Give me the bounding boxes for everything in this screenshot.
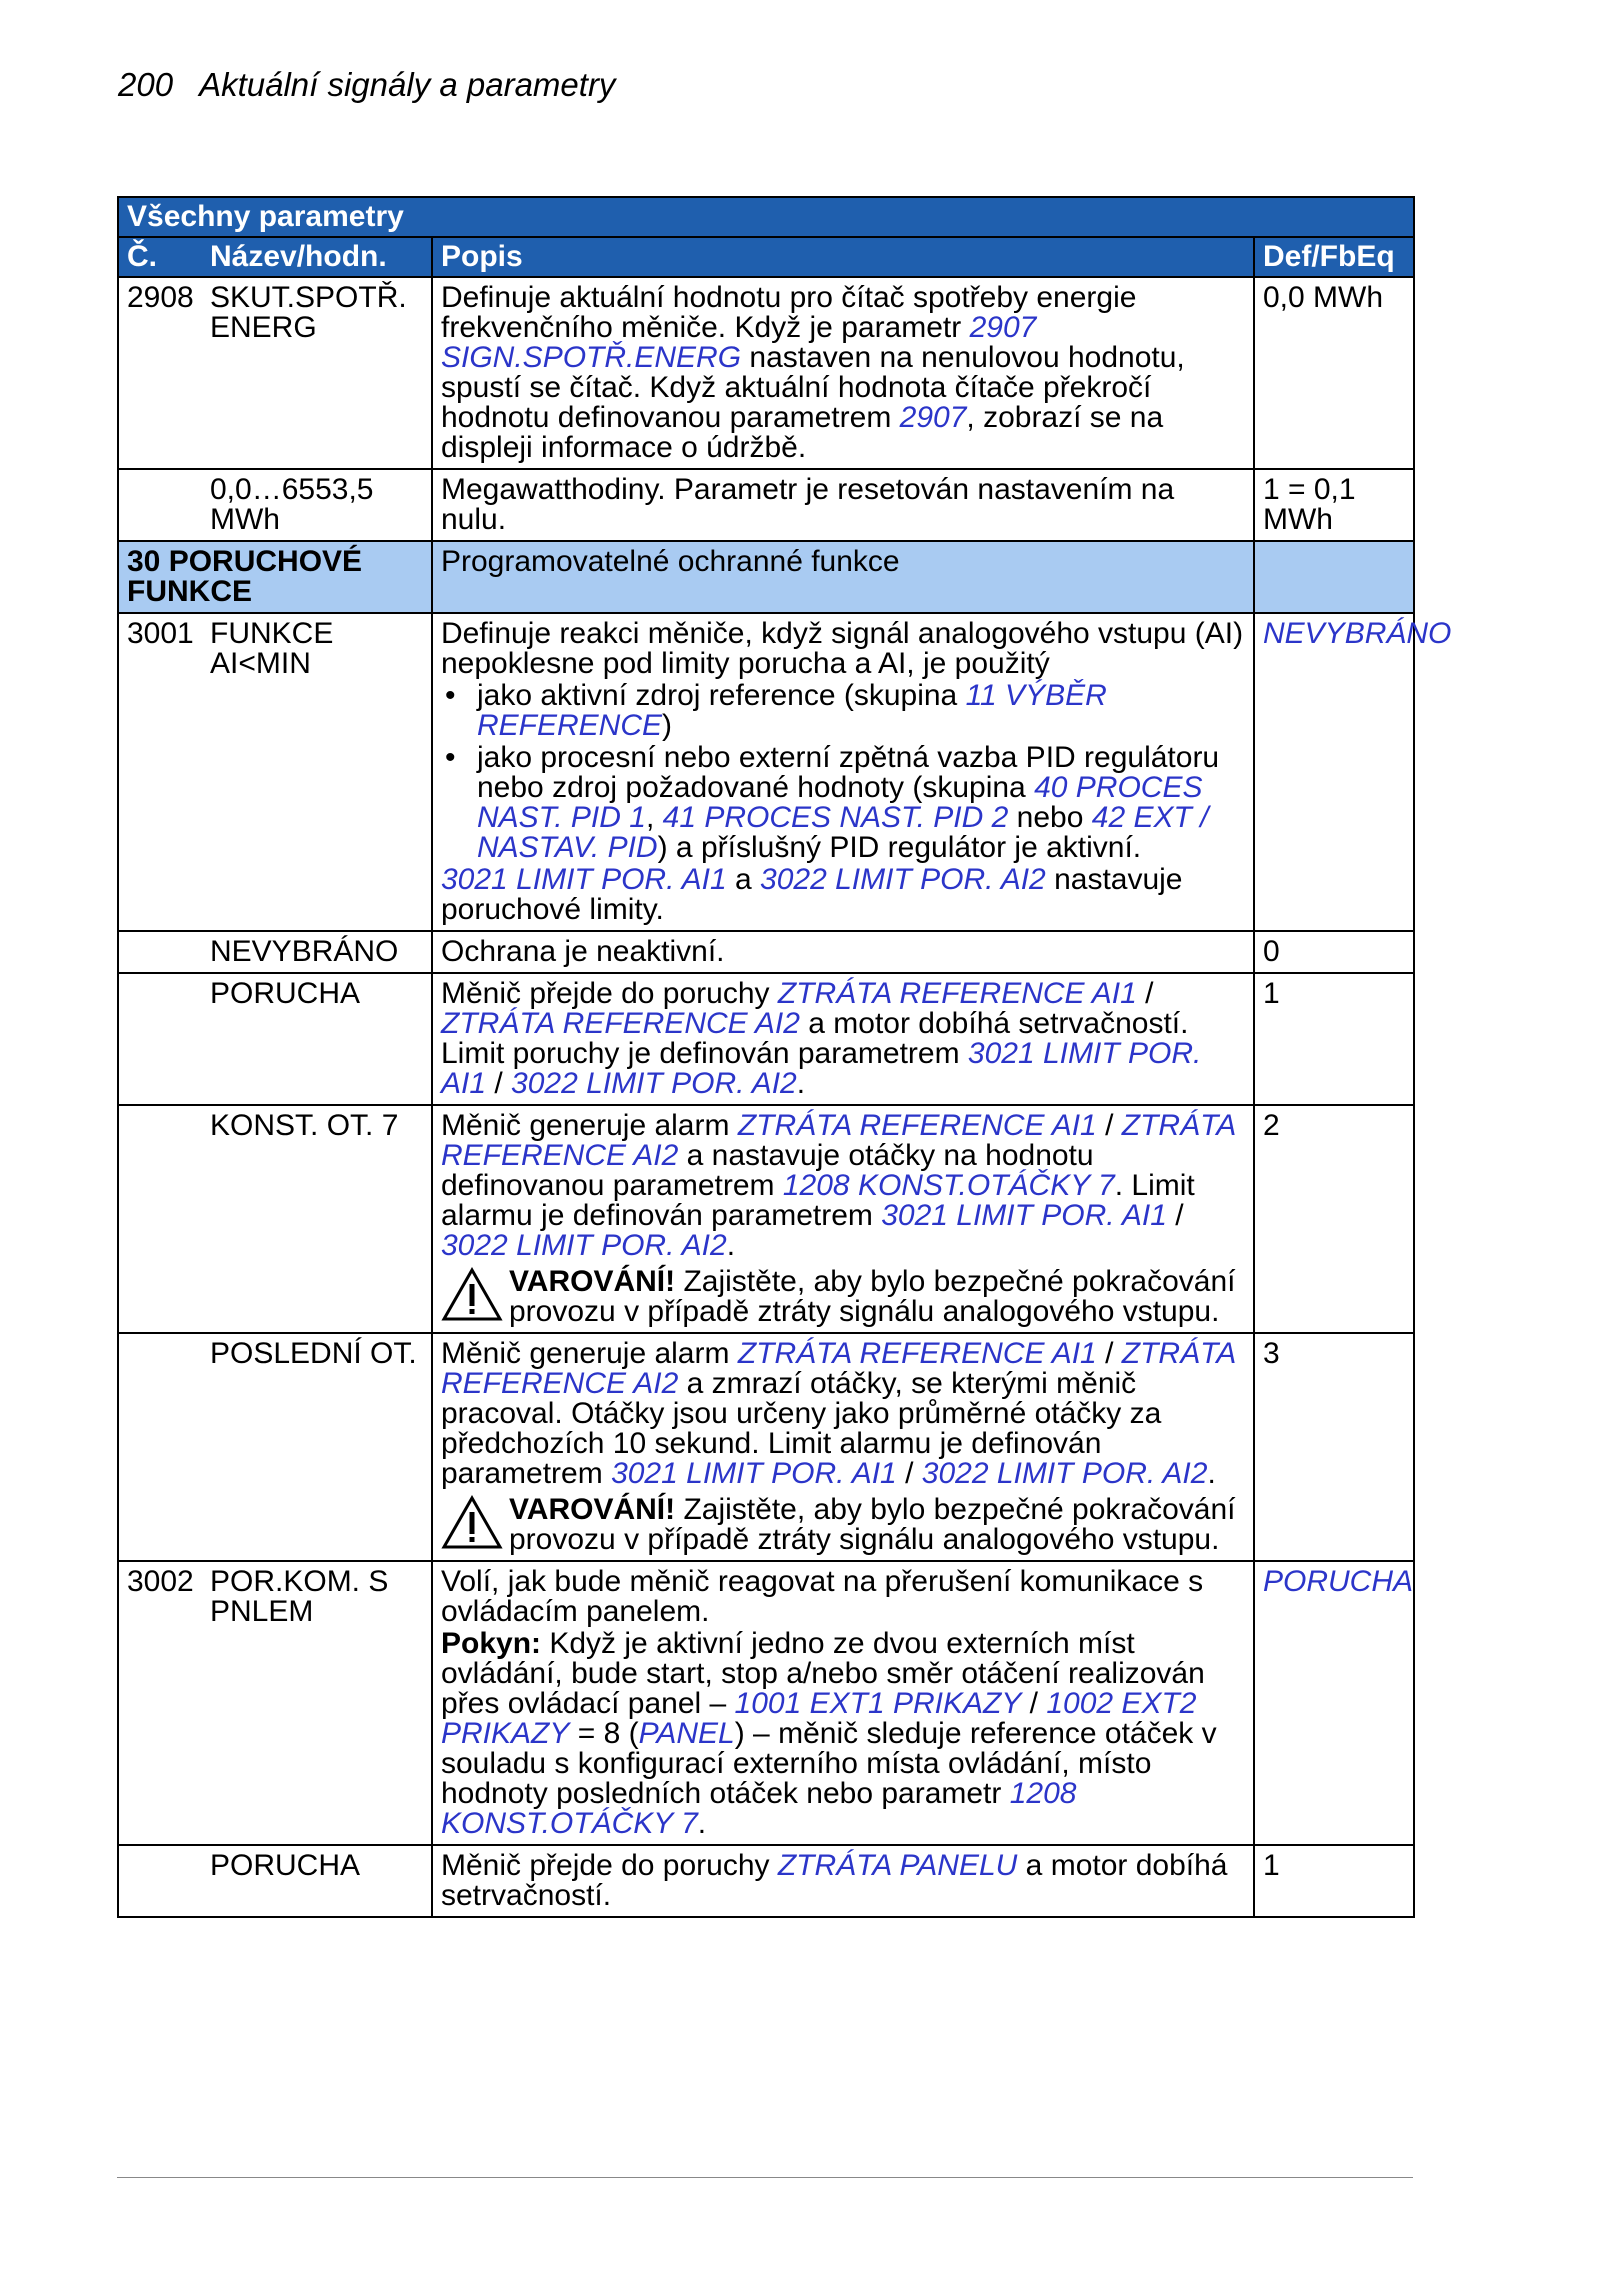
note-label: Pokyn: bbox=[441, 1627, 542, 1660]
table-title: Všechny parametry bbox=[118, 197, 1414, 237]
value-description: Megawatthodiny. Parametr je resetován nastavením na nulu. bbox=[432, 469, 1254, 541]
value-description: Ochrana je neaktivní. bbox=[432, 931, 1254, 973]
text: Měnič generuje alarm bbox=[441, 1109, 738, 1142]
table-row bbox=[118, 1105, 1414, 1333]
param-link[interactable]: 3021 LIMIT POR. AI1 bbox=[881, 1199, 1167, 1232]
bullet-item: • jako aktivní zdroj reference (skupina 11 VÝBĚR REFERENCE) bbox=[445, 679, 1107, 742]
value-name: 0,0…6553,5 MWh bbox=[202, 469, 432, 541]
text: , zobrazí se na displeji informace o údržbě. bbox=[441, 401, 1164, 464]
text: = 8 ( bbox=[569, 1717, 639, 1750]
text: Definuje aktuální hodnotu pro čítač spotřeby energie frekvenčního měniče. Když je parametr bbox=[441, 281, 1137, 344]
value-description bbox=[432, 1845, 1254, 1917]
value-fbeq: 1 = 0,1 MWh bbox=[1254, 469, 1414, 541]
table-row bbox=[118, 1845, 1414, 1917]
table-row bbox=[118, 613, 1414, 931]
text: / bbox=[486, 1067, 512, 1100]
text: / bbox=[1096, 1109, 1122, 1142]
table-row bbox=[118, 469, 1414, 541]
group-link[interactable]: 11 VÝBĚR REFERENCE bbox=[477, 679, 1107, 742]
warning-label: VAROVÁNÍ! bbox=[509, 1493, 676, 1526]
param-name: SKUT.SPOTŘ. ENERG bbox=[202, 277, 432, 469]
warning-triangle-icon bbox=[441, 1267, 509, 1323]
text: / bbox=[1166, 1199, 1184, 1232]
table-row bbox=[118, 973, 1414, 1105]
col-header-def: Def/FbEq bbox=[1254, 237, 1414, 277]
text: nebo bbox=[1008, 801, 1092, 834]
text: nastavuje poruchové limity. bbox=[441, 863, 1183, 926]
param-link[interactable]: 3021 LIMIT POR. AI1 bbox=[441, 1037, 1202, 1100]
text: , bbox=[645, 801, 663, 834]
param-number bbox=[118, 1105, 202, 1333]
warning-triangle-icon bbox=[441, 1495, 509, 1551]
page-header bbox=[118, 66, 615, 104]
value-fbeq: 1 bbox=[1254, 973, 1414, 1105]
text: . bbox=[726, 1229, 736, 1262]
group-name: 30 PORUCHOVÉ FUNKCE bbox=[118, 541, 432, 613]
value-description bbox=[432, 1333, 1254, 1561]
value-fbeq: 1 bbox=[1254, 1845, 1414, 1917]
table-row bbox=[118, 1333, 1414, 1561]
paragraph bbox=[441, 865, 1245, 925]
value-link[interactable]: PANEL bbox=[638, 1717, 735, 1750]
text: a motor dobíhá setrvačností. bbox=[441, 1849, 1228, 1912]
param-description bbox=[432, 613, 1254, 931]
alarm-link[interactable]: ZTRÁTA REFERENCE AI1 bbox=[777, 977, 1137, 1010]
param-link[interactable]: 2907 bbox=[899, 401, 967, 434]
value-fbeq: 3 bbox=[1254, 1333, 1414, 1561]
param-name: POR.KOM. S PNLEM bbox=[202, 1561, 432, 1845]
text: ) – měnič sleduje reference otáček v souladu s konfigurací externího místa ovládání, místo hodnoty posledních otáček nebo parametr bbox=[441, 1717, 1217, 1810]
text: Když je aktivní jedno ze dvou externích míst ovládání, bude start, stop a/nebo směr otáčení realizován přes ovládací panel – bbox=[441, 1627, 1205, 1720]
footer-divider bbox=[117, 2177, 1413, 2178]
text: Definuje reakci měniče, když signál analogového vstupu (AI) nepoklesne pod limity porucha a AI, je použitý bbox=[441, 617, 1244, 680]
value-description bbox=[432, 973, 1254, 1105]
group-link[interactable]: 41 PROCES NAST. PID 2 bbox=[662, 801, 1009, 834]
warning-note bbox=[441, 1495, 1245, 1555]
alarm-link[interactable]: ZTRÁTA REFERENCE AI2 bbox=[441, 1007, 800, 1040]
text: a motor dobíhá setrvačností. Limit poruchy je definován parametrem bbox=[441, 1007, 1189, 1070]
param-description bbox=[432, 277, 1254, 469]
warning-text: Zajistěte, aby bylo bezpečné pokračování provozu v případě ztráty signálu analogového vstupu. bbox=[509, 1493, 1236, 1556]
parameter-table bbox=[117, 196, 1452, 1918]
param-link[interactable]: 1208 KONST.OTÁČKY 7 bbox=[441, 1777, 1077, 1840]
value-name: NEVYBRÁNO bbox=[202, 931, 432, 973]
col-header-name: Název/hodn. bbox=[202, 237, 432, 277]
text: a nastavuje otáčky na hodnotu definovanou parametrem bbox=[441, 1139, 1094, 1202]
param-default bbox=[1254, 1561, 1414, 1845]
text: ) bbox=[662, 709, 673, 742]
param-number bbox=[118, 1845, 202, 1917]
text: . bbox=[697, 1807, 707, 1840]
value-name: PORUCHA bbox=[202, 1845, 432, 1917]
value-fbeq: 0 bbox=[1254, 931, 1414, 973]
warning-label: VAROVÁNÍ! bbox=[509, 1265, 676, 1298]
col-header-no: Č. bbox=[118, 237, 202, 277]
param-default bbox=[1254, 613, 1452, 931]
col-header-desc: Popis bbox=[432, 237, 1254, 277]
group-link[interactable]: 42 EXT / NASTAV. PID bbox=[477, 801, 1209, 864]
warning-note bbox=[441, 1267, 1245, 1327]
group-link[interactable]: 40 PROCES NAST. PID 1 bbox=[477, 771, 1203, 834]
table-row bbox=[118, 1561, 1414, 1845]
value-name: POSLEDNÍ OT. bbox=[202, 1333, 432, 1561]
text: / bbox=[1021, 1687, 1047, 1720]
text: a bbox=[726, 863, 761, 896]
text: Volí, jak bude měnič reagovat na přerušení komunikace s ovládacím panelem. bbox=[441, 1565, 1204, 1628]
text: . Limit alarmu je definován parametrem bbox=[441, 1169, 1195, 1232]
text: Měnič přejde do poruchy bbox=[441, 1849, 778, 1882]
alarm-link[interactable]: ZTRÁTA REFERENCE AI1 bbox=[737, 1109, 1097, 1142]
param-number: 3002 bbox=[118, 1561, 202, 1845]
param-number bbox=[118, 1333, 202, 1561]
text: jako aktivní zdroj reference (skupina bbox=[477, 679, 966, 712]
param-number: 2908 bbox=[118, 277, 202, 469]
text: nastaven na nenulovou hodnotu, spustí se čítač. Když aktuální hodnota čítače překročí hodnotu definovanou parametrem bbox=[441, 341, 1185, 434]
value-name: KONST. OT. 7 bbox=[202, 1105, 432, 1333]
text: a zmrazí otáčky, se kterými měnič pracoval. Otáčky jsou určeny jako průměrné otáčky za předchozích 10 sekund. Limit alarmu je definován parametrem bbox=[441, 1367, 1162, 1490]
value-fbeq: 2 bbox=[1254, 1105, 1414, 1333]
page-title: Aktuální signály a parametry bbox=[199, 66, 616, 103]
param-link[interactable]: 1001 EXT1 PRIKAZY bbox=[734, 1687, 1022, 1720]
param-default: 0,0 MWh bbox=[1254, 277, 1414, 469]
param-link[interactable]: 3021 LIMIT POR. AI1 bbox=[611, 1457, 897, 1490]
param-link[interactable]: 2907 SIGN.SPOTŘ.ENERG bbox=[441, 311, 1037, 374]
group-row bbox=[118, 541, 1414, 613]
group-default bbox=[1254, 541, 1414, 613]
param-link[interactable]: 3022 LIMIT POR. AI2 bbox=[760, 863, 1046, 896]
text: / bbox=[1096, 1337, 1122, 1370]
text: ) a příslušný PID regulátor je aktivní. bbox=[657, 831, 1142, 864]
text: . bbox=[1207, 1457, 1216, 1490]
text: / bbox=[1136, 977, 1154, 1010]
warning-text: Zajistěte, aby bylo bezpečné pokračování provozu v případě ztráty signálu analogového vstupu. bbox=[509, 1265, 1236, 1328]
alarm-link[interactable]: ZTRÁTA PANELU bbox=[777, 1849, 1018, 1882]
text: Měnič generuje alarm bbox=[441, 1337, 738, 1370]
default-link[interactable]: PORUCHA bbox=[1263, 1565, 1414, 1598]
param-number bbox=[118, 469, 202, 541]
param-description bbox=[432, 1561, 1254, 1845]
param-name: FUNKCE AI<MIN bbox=[202, 613, 432, 931]
param-link[interactable]: 1208 KONST.OTÁČKY 7 bbox=[782, 1169, 1115, 1202]
value-description bbox=[432, 1105, 1254, 1333]
value-name: PORUCHA bbox=[202, 973, 432, 1105]
text: Měnič přejde do poruchy bbox=[441, 977, 778, 1010]
default-link[interactable]: NEVYBRÁNO bbox=[1263, 617, 1452, 650]
param-number: 3001 bbox=[118, 613, 202, 931]
param-link[interactable]: 1002 EXT2 PRIKAZY bbox=[441, 1687, 1197, 1750]
alarm-link[interactable]: ZTRÁTA REFERENCE AI2 bbox=[441, 1109, 1236, 1172]
param-link[interactable]: 3022 LIMIT POR. AI2 bbox=[441, 1229, 727, 1262]
table-title-row bbox=[118, 197, 1414, 237]
page-number: 200 bbox=[118, 66, 174, 103]
text: jako procesní nebo externí zpětná vazba PID regulátoru nebo zdroj požadované hodnoty (skupina bbox=[477, 741, 1220, 804]
param-number bbox=[118, 931, 202, 973]
text: / bbox=[896, 1457, 922, 1490]
param-link[interactable]: 3022 LIMIT POR. AI2 bbox=[921, 1457, 1208, 1490]
text: . bbox=[796, 1067, 806, 1100]
table-header-row bbox=[118, 237, 1414, 277]
alarm-link[interactable]: ZTRÁTA REFERENCE AI2 bbox=[441, 1337, 1236, 1400]
alarm-link[interactable]: ZTRÁTA REFERENCE AI1 bbox=[737, 1337, 1097, 1370]
bullet-item: • jako procesní nebo externí zpětná vazba PID regulátoru nebo zdroj požadované hodnoty (skupina 40 PROCES NAST. PID 1, 41 PROCES NAST. PID 2 nebo 42 EXT / NASTAV. PID) a příslušný PID regulátor je aktivní. bbox=[445, 741, 1220, 864]
table-row bbox=[118, 931, 1414, 973]
note-paragraph bbox=[441, 1629, 1245, 1839]
param-link[interactable]: 3021 LIMIT POR. AI1 bbox=[441, 863, 727, 896]
table-row bbox=[118, 277, 1414, 469]
param-link[interactable]: 3022 LIMIT POR. AI2 bbox=[511, 1067, 797, 1100]
param-number bbox=[118, 973, 202, 1105]
group-description: Programovatelné ochranné funkce bbox=[432, 541, 1254, 613]
